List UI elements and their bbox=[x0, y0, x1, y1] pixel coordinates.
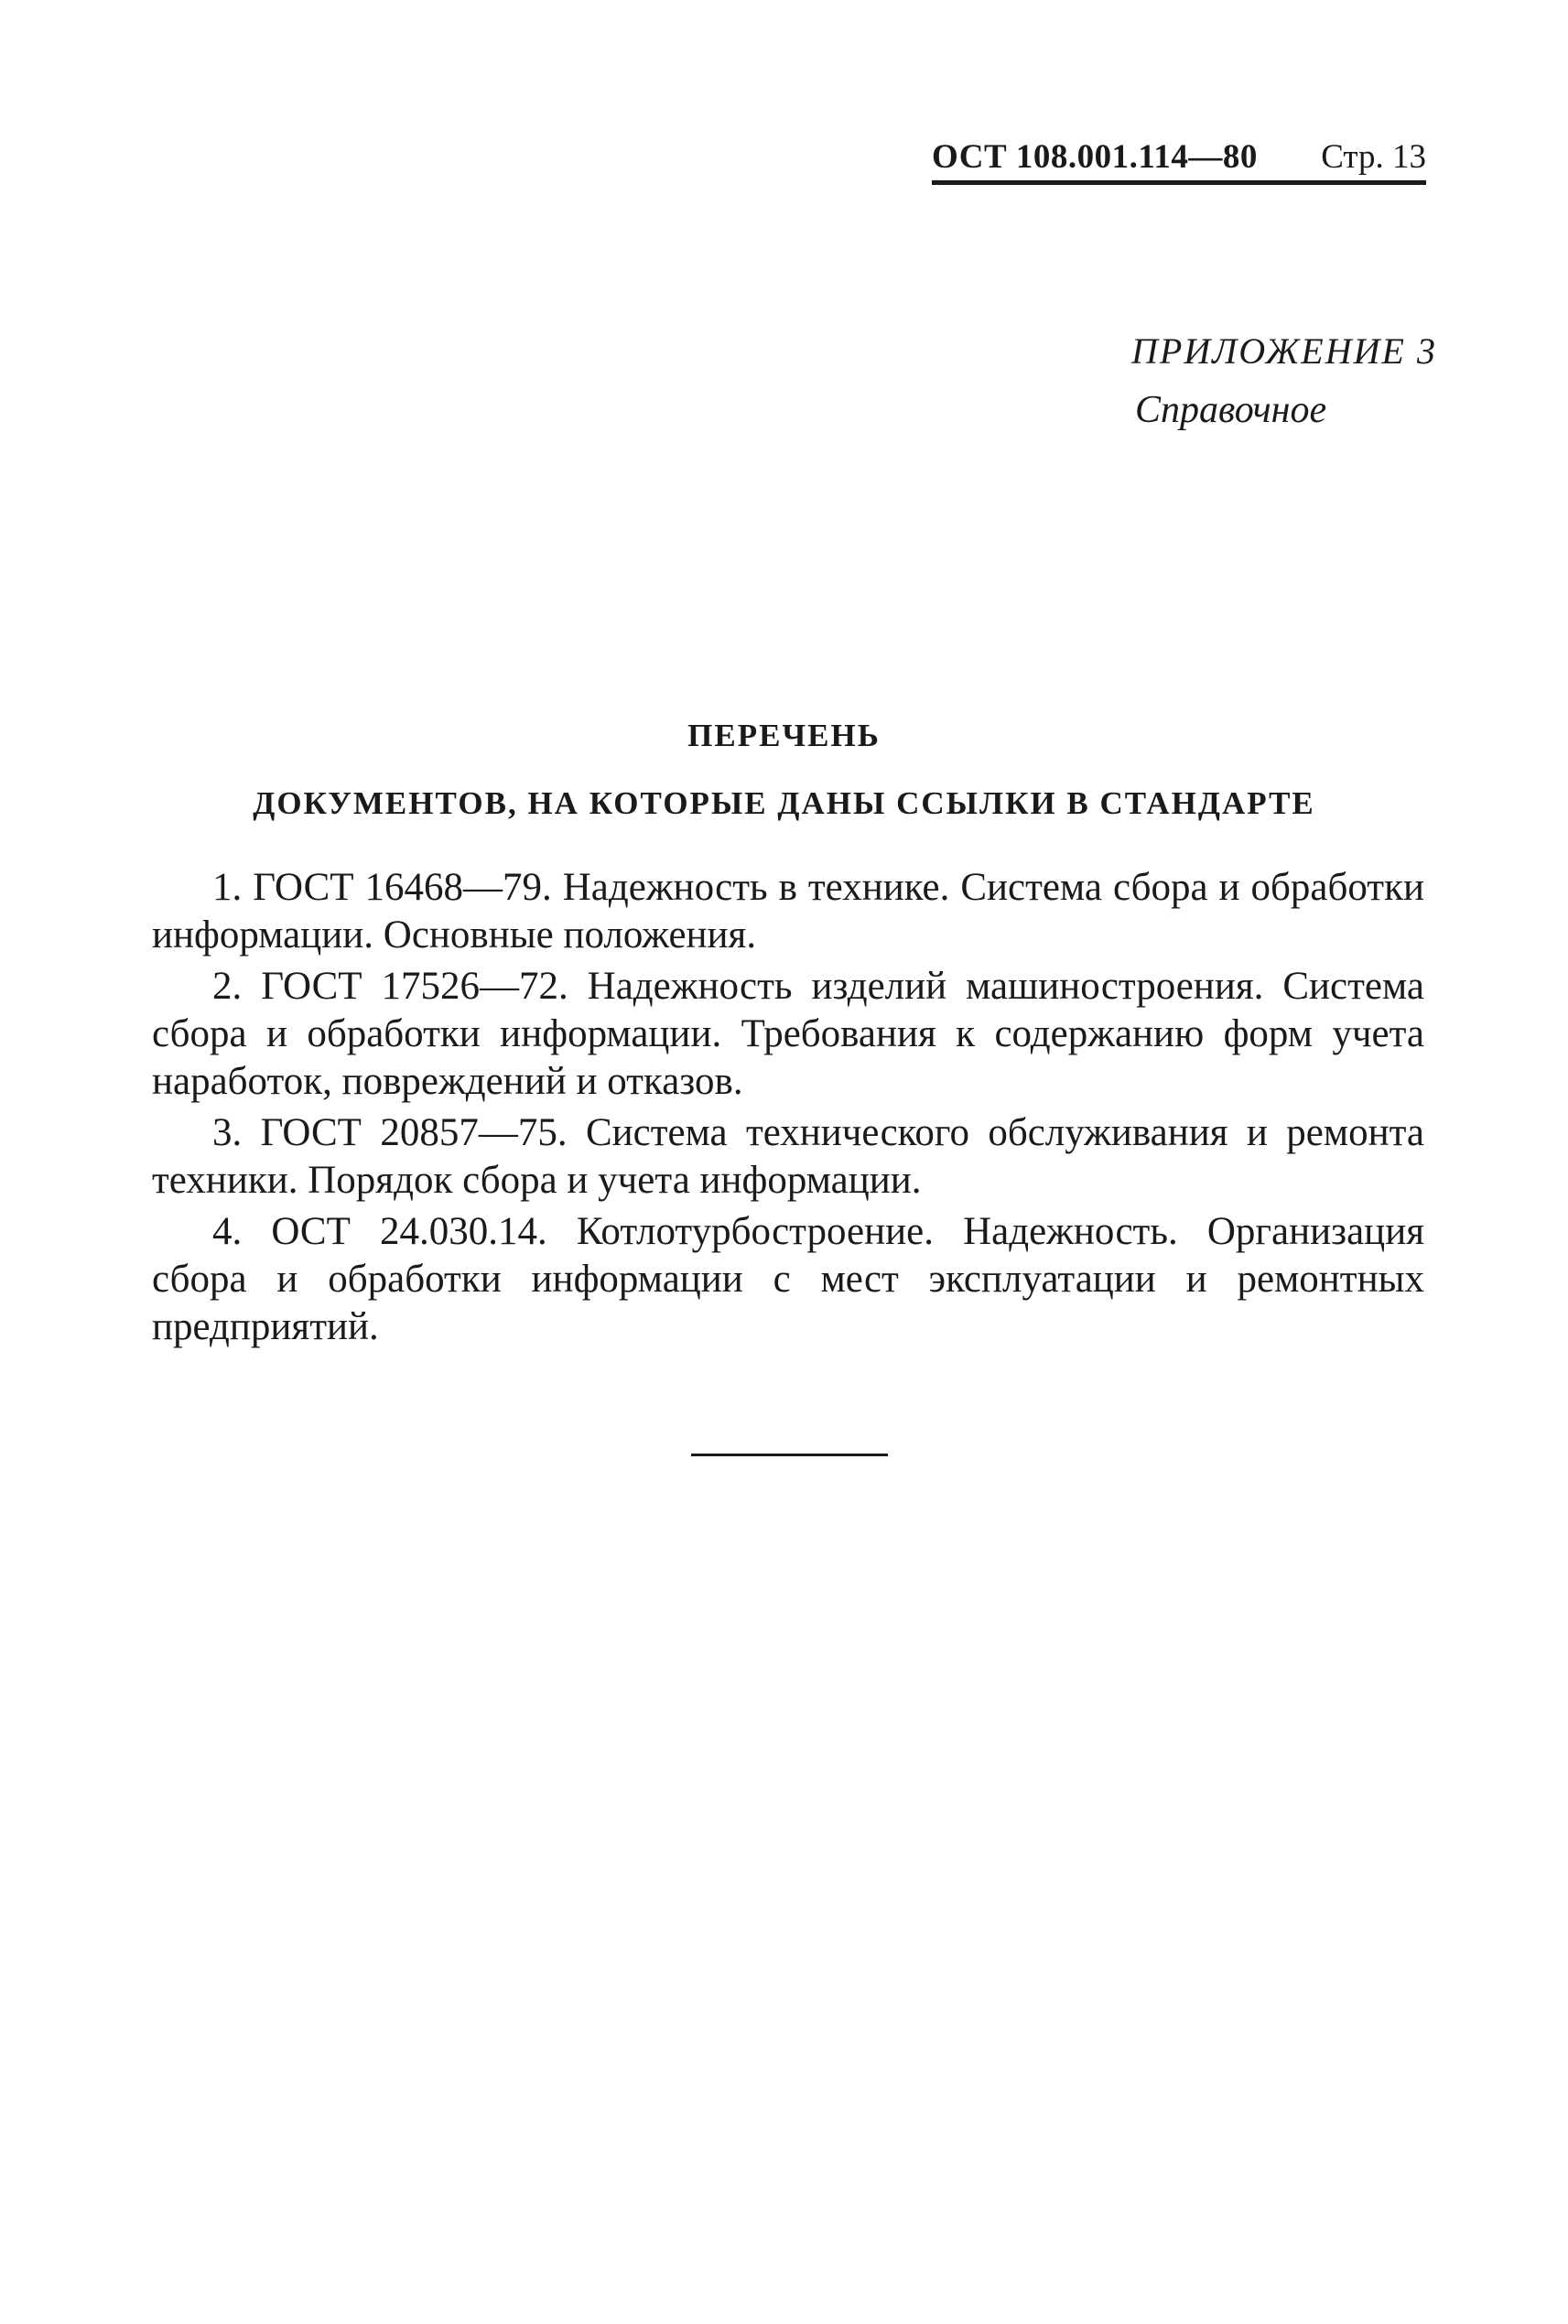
list-subtitle: ДОКУМЕНТОВ, НА КОТОРЫЕ ДАНЫ ССЫЛКИ В СТАНДАРТЕ bbox=[253, 785, 1315, 821]
page-header bbox=[932, 130, 1426, 185]
reference-item: 3. ГОСТ 20857—75. Система технического обслуживания и ремонта техники. Порядок сбора и учета информации. bbox=[152, 1111, 1424, 1202]
reference-item: 2. ГОСТ 17526—72. Надежность изделий машиностроения. Система сбора и обработки информации. Требования к содержанию форм учета наработок, повреждений и отказов. bbox=[152, 965, 1424, 1103]
standard-code: ОСТ 108.001.114—80 bbox=[932, 138, 1258, 176]
list-title: ПЕРЕЧЕНЬ bbox=[687, 718, 881, 753]
page-number: Стр. 13 bbox=[1321, 138, 1426, 176]
appendix-type: Справочное bbox=[1135, 389, 1327, 431]
end-divider bbox=[691, 1454, 888, 1456]
reference-item: 1. ГОСТ 16468—79. Надежность в технике. Система сбора и обработки информации. Основные положения. bbox=[152, 866, 1424, 957]
appendix-label: ПРИЛОЖЕНИЕ 3 bbox=[1131, 330, 1437, 372]
reference-item: 4. ОСТ 24.030.14. Котлотурбостроение. Надежность. Организация сбора и обработки информации с мест эксплуатации и ремонтных предприятий. bbox=[152, 1210, 1424, 1348]
reference-list bbox=[152, 864, 1424, 1355]
